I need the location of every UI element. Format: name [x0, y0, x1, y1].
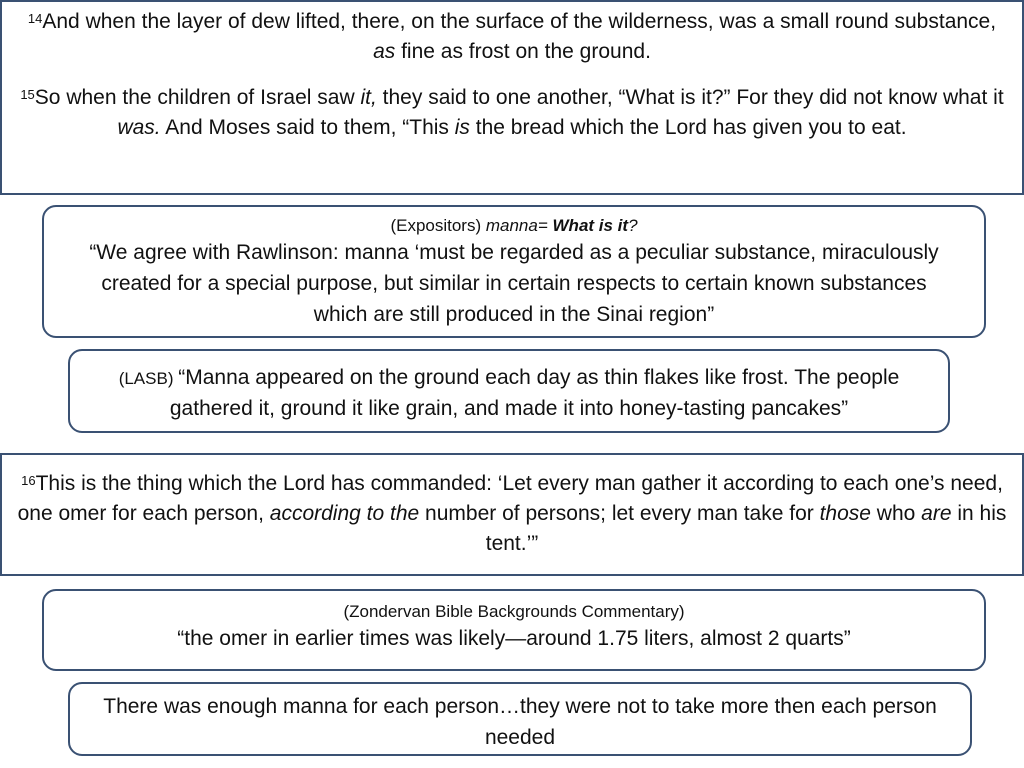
verse-14: $^{14}$And when the layer of dew lifted, there, on the surface of the wilderness, was a small round substance, as fine as frost on the ground.: [27, 10, 997, 63]
zondervan-heading: (Zondervan Bible Backgrounds Commentary): [343, 602, 685, 621]
expositors-commentary-box: [42, 205, 986, 338]
expositors-heading: (Expositors) manna= What is it?: [390, 216, 638, 235]
verse-15: $^{15}$So when the children of Israel saw it, they said to one another, “What is it?” For they did not know what it was. And Moses said to them, “This is the bread which the Lord has given you to eat.: [20, 86, 1004, 139]
zondervan-commentary-box: [42, 589, 986, 671]
verse-16-box: [0, 453, 1024, 576]
lasb-label: (LASB): [118, 369, 179, 388]
expositors-quote: “We agree with Rawlinson: manna ‘must be regarded as a peculiar substance, miraculously created for a special purpose, but similar in certain respects to certain known substances which are still produced in the Sinai region”: [89, 241, 939, 326]
lasb-quote: “Manna appeared on the ground each day as thin flakes like frost. The people gathered it, ground it like grain, and made it into honey-tasting pancakes”: [169, 366, 900, 420]
verse-14-15-box: [0, 0, 1024, 195]
verse-number: 15: [20, 87, 35, 102]
verse-number: 14: [27, 11, 43, 26]
verse-number: 16: [21, 473, 36, 488]
zondervan-quote: “the omer in earlier times was likely—around 1.75 liters, almost 2 quarts”: [177, 627, 851, 650]
lasb-text: [84, 362, 934, 424]
verse-16: $^{16}$This is the thing which the Lord has commanded: ‘Let every man gather it according to each one’s need, one omer for each person, according to the number of persons; let every man take for those who are in his tent.’”: [17, 472, 1007, 555]
lasb-commentary-box: [68, 349, 950, 433]
summary-text: There was enough manna for each person…they were not to take more then each person needed: [103, 695, 937, 749]
summary-box: [68, 682, 972, 756]
